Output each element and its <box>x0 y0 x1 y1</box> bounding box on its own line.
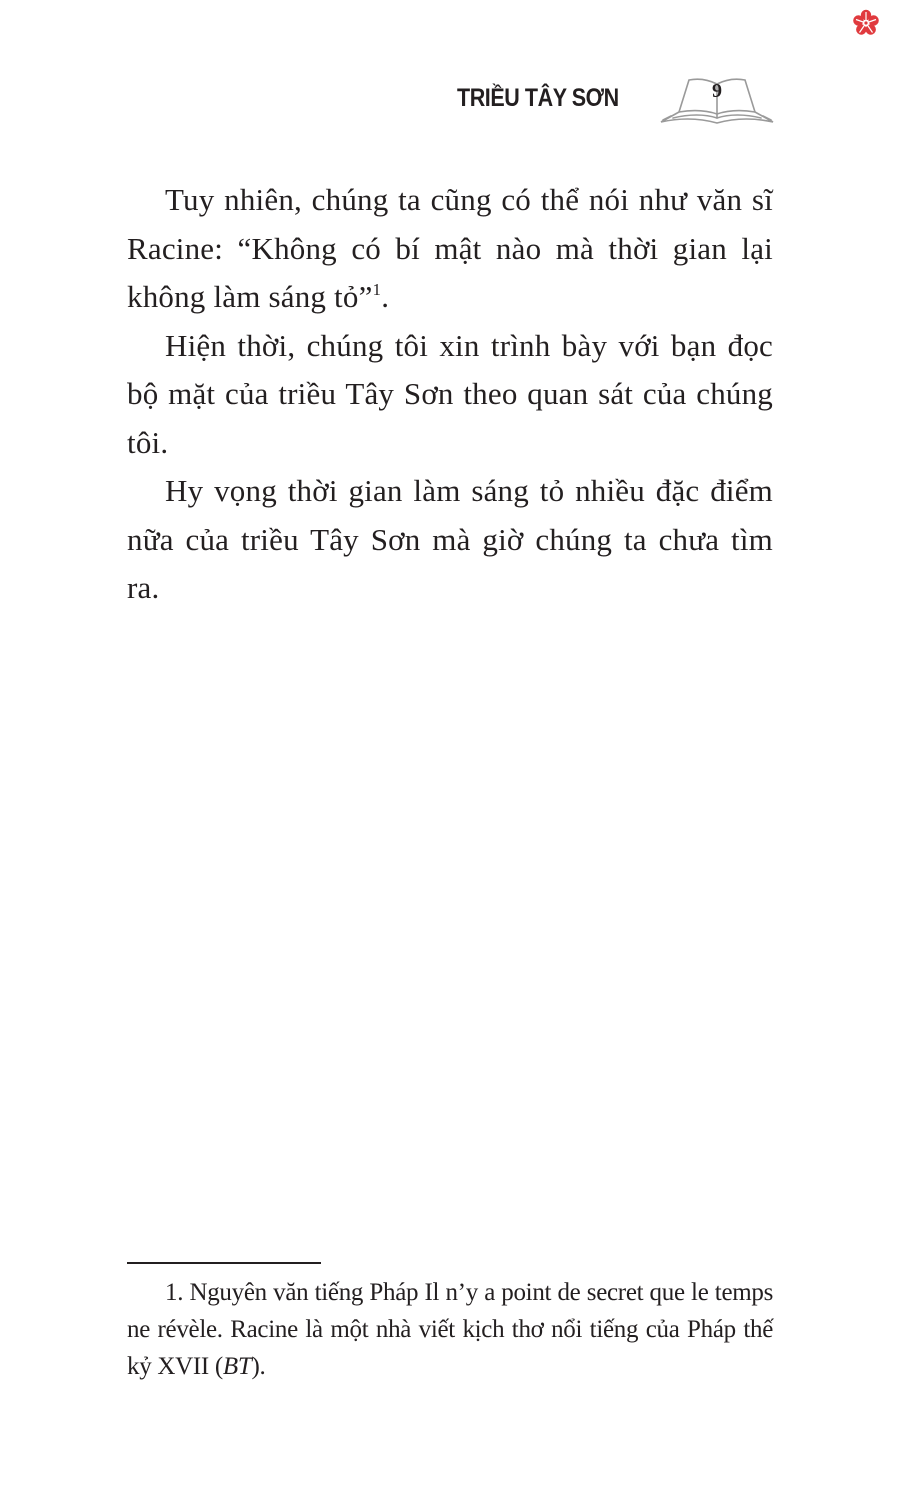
footnote-reference: 1 <box>372 280 382 299</box>
paragraph <box>127 176 773 322</box>
footnote-number: 1. <box>165 1279 184 1306</box>
paragraph <box>127 467 773 613</box>
running-header-title: TRIỀU TÂY SƠN <box>457 84 619 112</box>
footnote <box>127 1274 773 1385</box>
page-number: 9 <box>712 80 722 102</box>
flower-logo-icon <box>851 8 881 38</box>
footnote-text: Nguyên văn tiếng Pháp Il n’y a point de secret que le temps ne révèle. Racine là một nhà viết kịch thơ nổi tiếng của Pháp thế kỷ XVII ( <box>127 1279 774 1380</box>
footnote-divider <box>127 1262 321 1264</box>
paragraph-text: Hy vọng thời gian làm sáng tỏ nhiều đặc điểm nữa của triều Tây Sơn mà giờ chúng ta chưa tìm ra. <box>127 473 773 605</box>
body-text <box>127 176 773 613</box>
paragraph-tail: . <box>381 279 390 314</box>
paragraph <box>127 322 773 468</box>
footnote-text-end: ). <box>251 1353 266 1380</box>
paragraph-text: Tuy nhiên, chúng ta cũng có thể nói như văn sĩ Racine: “Không có bí mật nào mà thời gian lại không làm sáng tỏ” <box>127 182 773 314</box>
footnote-italic: BT <box>222 1353 252 1380</box>
paragraph-text: Hiện thời, chúng tôi xin trình bày với bạn đọc bộ mặt của triều Tây Sơn theo quan sát của chúng tôi. <box>127 327 773 460</box>
